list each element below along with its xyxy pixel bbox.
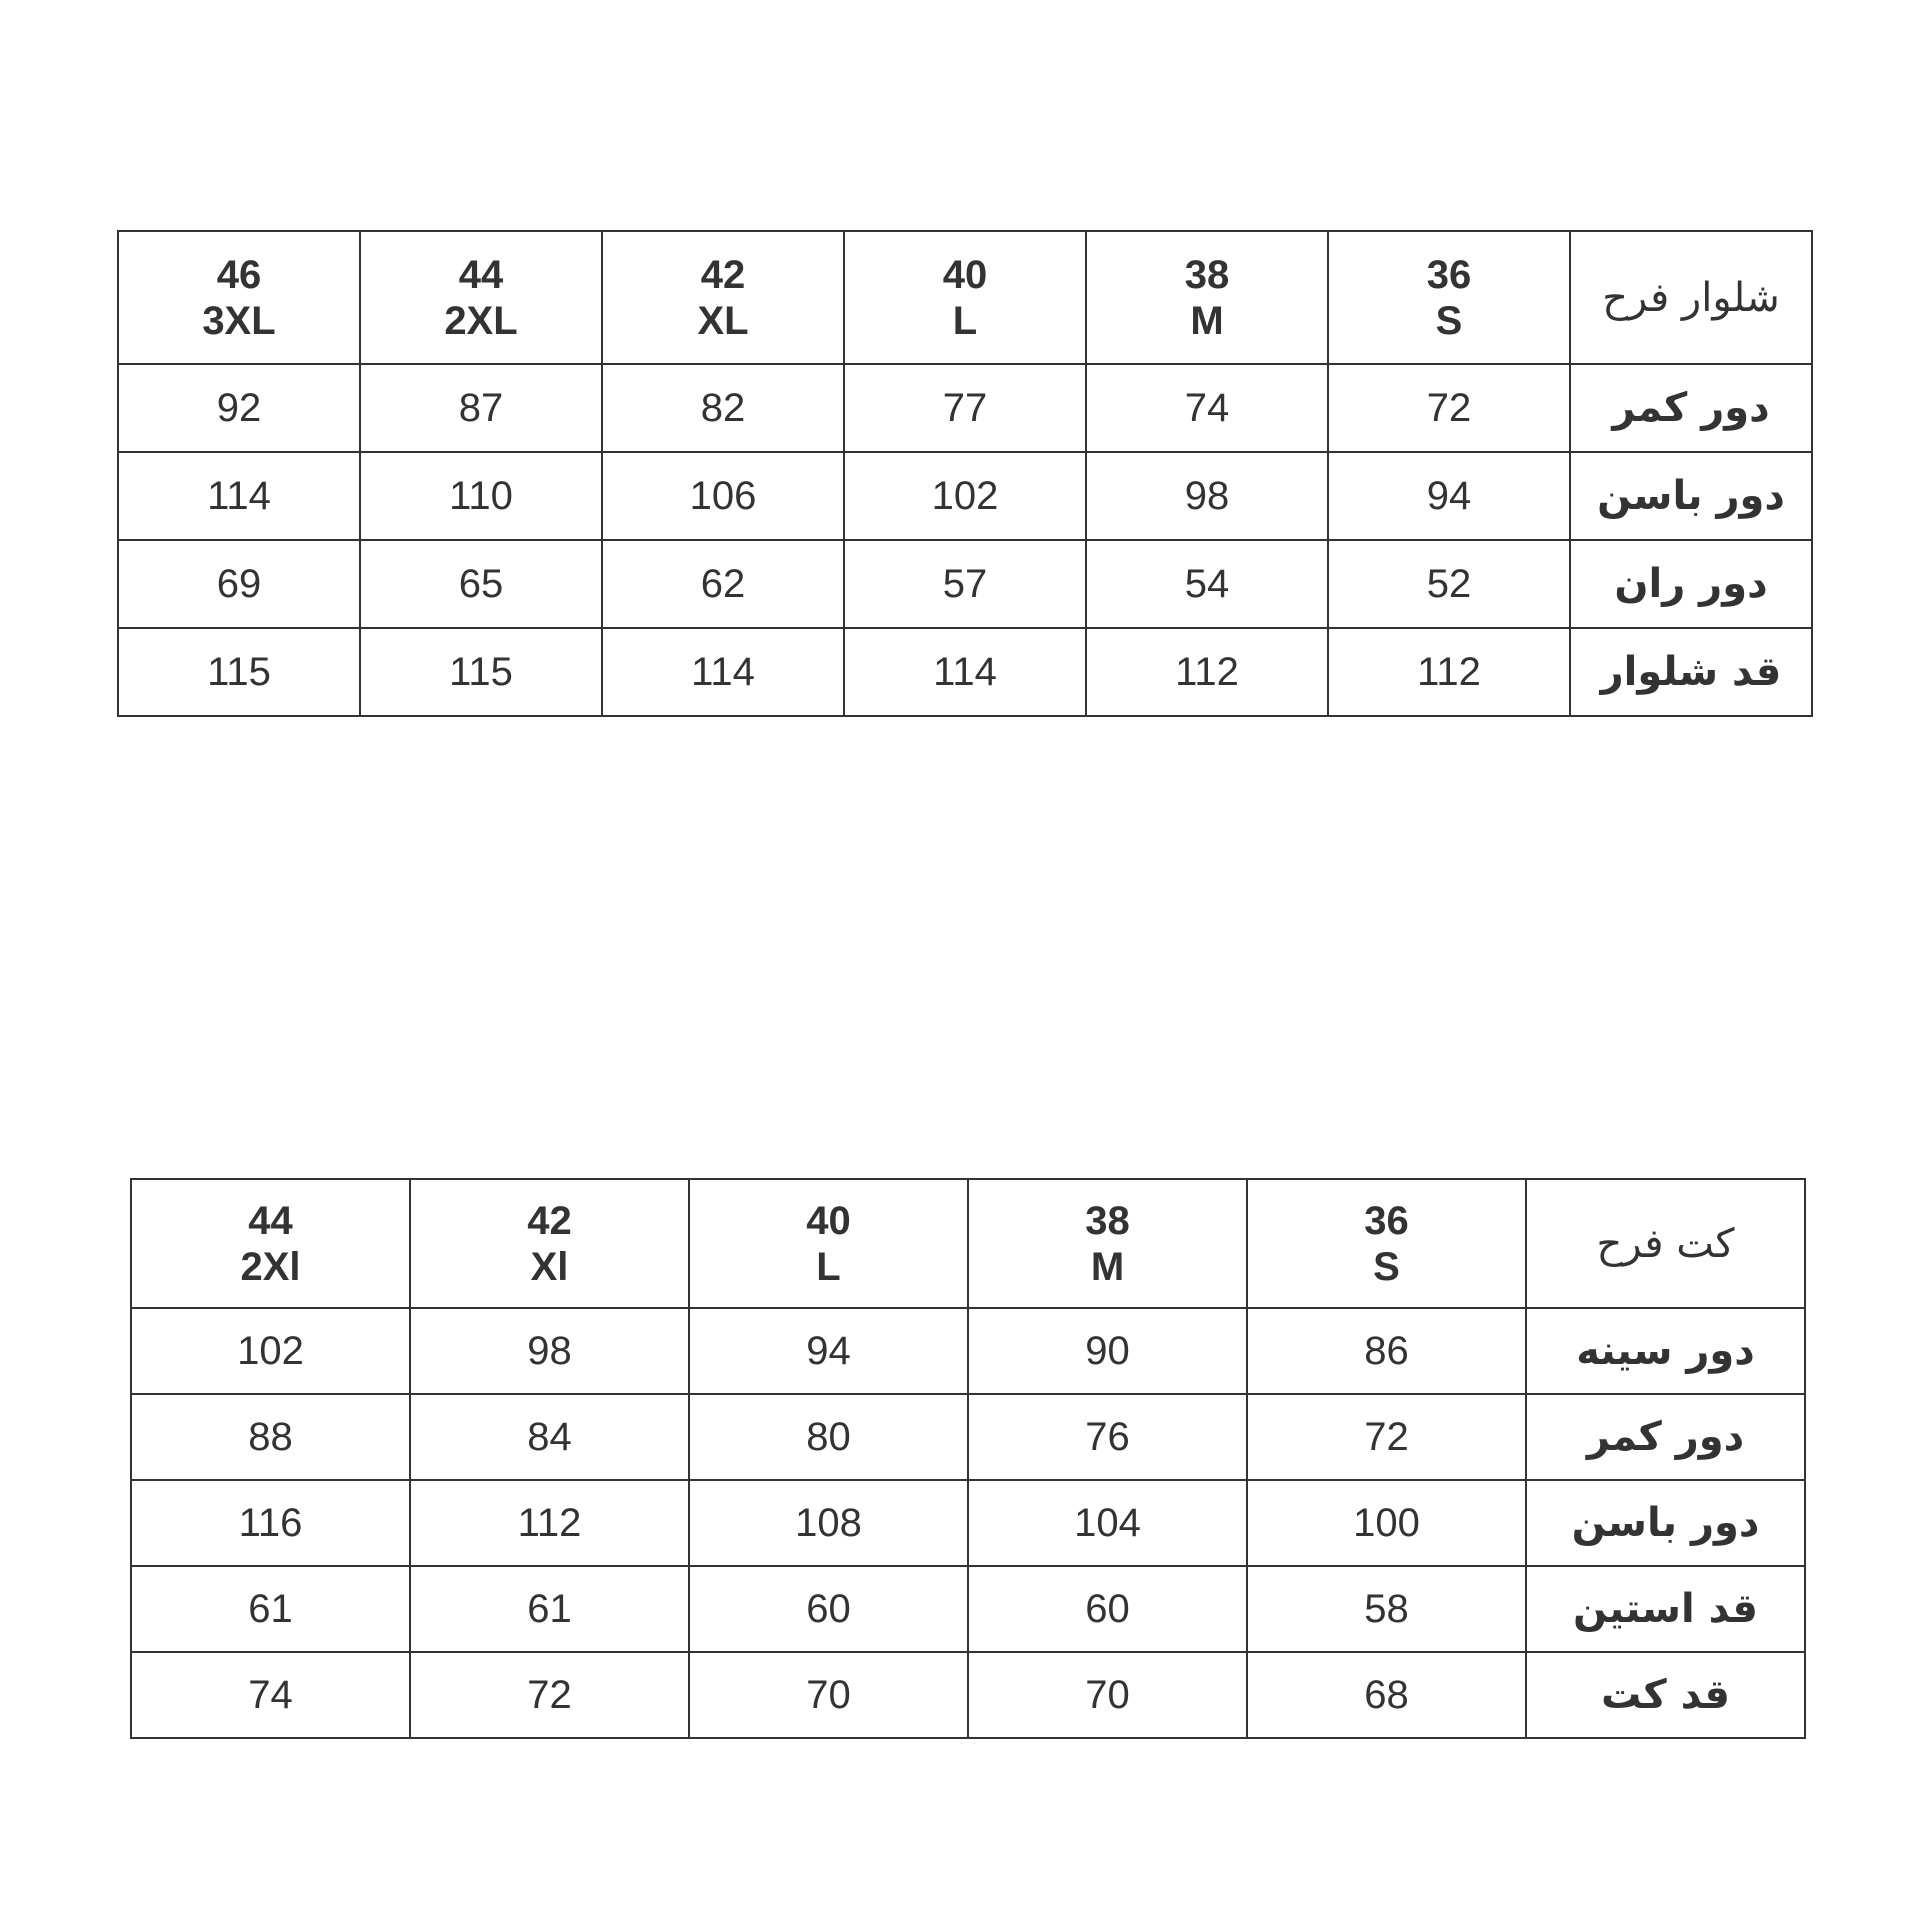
size-number: 38	[1184, 252, 1230, 297]
table-row	[131, 1394, 1805, 1480]
table-title: کت فرح	[1526, 1179, 1805, 1308]
measurement-cell: 77	[844, 364, 1086, 452]
size-header-cell	[131, 1179, 410, 1308]
table-row	[131, 1480, 1805, 1566]
size-header-cell	[844, 231, 1086, 364]
measurement-cell: 60	[689, 1566, 968, 1652]
measurement-cell: 87	[360, 364, 602, 452]
size-number: 40	[942, 252, 988, 297]
measurement-cell: 100	[1247, 1480, 1526, 1566]
measurement-label: دور ران	[1570, 540, 1812, 628]
measurement-cell: 115	[118, 628, 360, 716]
jacket-size-table	[130, 1178, 1806, 1739]
measurement-cell: 74	[131, 1652, 410, 1738]
measurement-label: دور سینه	[1526, 1308, 1805, 1394]
measurement-cell: 82	[602, 364, 844, 452]
size-header-cell	[1328, 231, 1570, 364]
pants-table-body	[118, 231, 1812, 716]
table-title: شلوار فرح	[1570, 231, 1812, 364]
pants-size-table	[117, 230, 1813, 717]
measurement-cell: 84	[410, 1394, 689, 1480]
measurement-label: قد شلوار	[1570, 628, 1812, 716]
measurement-label: قد استین	[1526, 1566, 1805, 1652]
measurement-cell: 65	[360, 540, 602, 628]
measurement-cell: 62	[602, 540, 844, 628]
size-letter: Xl	[530, 1244, 569, 1289]
measurement-cell: 57	[844, 540, 1086, 628]
measurement-cell: 72	[410, 1652, 689, 1738]
size-number: 42	[527, 1198, 572, 1243]
measurement-cell: 72	[1328, 364, 1570, 452]
size-number: 36	[1426, 252, 1472, 297]
measurement-cell: 114	[844, 628, 1086, 716]
measurement-cell: 76	[968, 1394, 1247, 1480]
measurement-cell: 98	[1086, 452, 1328, 540]
measurement-cell: 74	[1086, 364, 1328, 452]
measurement-cell: 86	[1247, 1308, 1526, 1394]
measurement-cell: 94	[689, 1308, 968, 1394]
measurement-cell: 68	[1247, 1652, 1526, 1738]
measurement-label: دور کمر	[1526, 1394, 1805, 1480]
measurement-cell: 69	[118, 540, 360, 628]
size-header-cell	[410, 1179, 689, 1308]
measurement-label: دور کمر	[1570, 364, 1812, 452]
size-header-cell	[602, 231, 844, 364]
table-row	[118, 540, 1812, 628]
measurement-cell: 98	[410, 1308, 689, 1394]
measurement-label: دور باسن	[1570, 452, 1812, 540]
measurement-cell: 114	[602, 628, 844, 716]
size-header-cell	[360, 231, 602, 364]
table-row	[118, 364, 1812, 452]
measurement-cell: 115	[360, 628, 602, 716]
size-header-cell	[1247, 1179, 1526, 1308]
table-row	[131, 1652, 1805, 1738]
size-header-cell	[689, 1179, 968, 1308]
measurement-cell: 112	[410, 1480, 689, 1566]
size-number: 46	[216, 252, 262, 297]
measurement-cell: 108	[689, 1480, 968, 1566]
measurement-label: دور باسن	[1526, 1480, 1805, 1566]
measurement-cell: 90	[968, 1308, 1247, 1394]
measurement-cell: 60	[968, 1566, 1247, 1652]
measurement-cell: 70	[968, 1652, 1247, 1738]
size-header-cell	[968, 1179, 1247, 1308]
measurement-cell: 70	[689, 1652, 968, 1738]
measurement-cell: 116	[131, 1480, 410, 1566]
size-letter: 2Xl	[240, 1244, 301, 1289]
measurement-cell: 80	[689, 1394, 968, 1480]
size-letter: L	[952, 298, 978, 343]
measurement-cell: 112	[1328, 628, 1570, 716]
size-letter: S	[1373, 1244, 1400, 1289]
size-letter: S	[1435, 298, 1463, 343]
jacket-table-body	[131, 1179, 1805, 1738]
size-letter: L	[816, 1244, 841, 1289]
measurement-cell: 58	[1247, 1566, 1526, 1652]
size-header-cell	[118, 231, 360, 364]
measurement-cell: 92	[118, 364, 360, 452]
size-letter: XL	[697, 298, 749, 343]
measurement-cell: 110	[360, 452, 602, 540]
measurement-cell: 61	[410, 1566, 689, 1652]
table-row	[118, 628, 1812, 716]
size-number: 44	[248, 1198, 293, 1243]
size-letter: 3XL	[202, 298, 276, 343]
size-letter: 2XL	[444, 298, 518, 343]
table-row	[118, 452, 1812, 540]
table-row	[131, 1308, 1805, 1394]
measurement-cell: 52	[1328, 540, 1570, 628]
measurement-cell: 106	[602, 452, 844, 540]
size-letter: M	[1190, 298, 1224, 343]
size-number: 42	[700, 252, 746, 297]
measurement-cell: 104	[968, 1480, 1247, 1566]
measurement-cell: 88	[131, 1394, 410, 1480]
measurement-cell: 94	[1328, 452, 1570, 540]
header-row	[118, 231, 1812, 364]
measurement-cell: 102	[844, 452, 1086, 540]
size-header-cell	[1086, 231, 1328, 364]
measurement-cell: 54	[1086, 540, 1328, 628]
size-letter: M	[1090, 1244, 1125, 1289]
measurement-cell: 114	[118, 452, 360, 540]
measurement-cell: 112	[1086, 628, 1328, 716]
header-row	[131, 1179, 1805, 1308]
measurement-cell: 61	[131, 1566, 410, 1652]
size-number: 44	[458, 252, 504, 297]
measurement-cell: 102	[131, 1308, 410, 1394]
table-row	[131, 1566, 1805, 1652]
size-number: 38	[1085, 1198, 1130, 1243]
measurement-label: قد کت	[1526, 1652, 1805, 1738]
measurement-cell: 72	[1247, 1394, 1526, 1480]
size-number: 40	[806, 1198, 851, 1243]
size-number: 36	[1364, 1198, 1409, 1243]
